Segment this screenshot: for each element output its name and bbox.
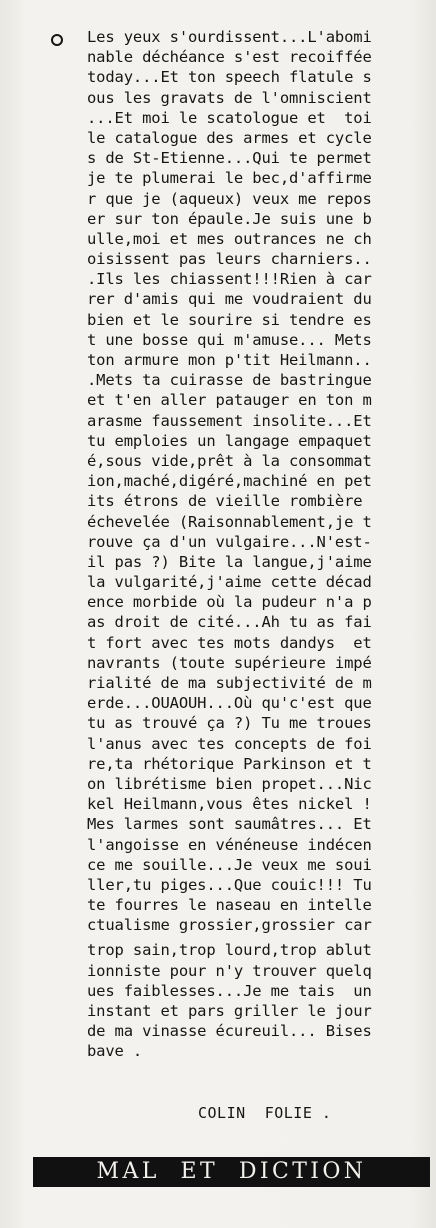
text-line: trop sain,trop lourd,trop ablut	[87, 941, 372, 960]
text-line: te fourres le naseau en intelle	[87, 896, 372, 915]
text-line: ionniste pour n'y trouver quelq	[87, 961, 372, 980]
circle-bullet-icon	[51, 34, 63, 46]
text-line: bave .	[87, 1042, 143, 1061]
text-line: le catalogue des armes et cycle	[87, 128, 372, 147]
text-line: ton armure mon p'tit Heilmann..	[87, 351, 372, 369]
text-line: échevelée (Raisonnablement,je t	[87, 512, 372, 531]
text-line: s de St-Etienne...Qui te permet	[87, 149, 372, 168]
text-line: rer d'amis qui me voudraient du	[87, 290, 372, 309]
text-line: ulle,moi et mes outrances ne ch	[87, 229, 372, 248]
text-line: Mes larmes sont saumâtres... Et	[87, 815, 372, 834]
article-text	[87, 27, 432, 1062]
text-line: ues faiblesses...Je me tais un	[87, 981, 372, 1000]
text-line: kel Heilmann,vous êtes nickel !	[87, 795, 372, 814]
text-line: je te plumerai le bec,d'affirme	[87, 169, 372, 188]
text-line: oisissent pas leurs charniers..	[87, 250, 372, 269]
text-line: r que je (aqueux) veux me repos	[87, 189, 372, 208]
text-line: .Ils les chiassent!!!Rien à car	[87, 270, 372, 289]
text-line: erde...OUAOUH...Où qu'c'est que	[87, 694, 372, 713]
text-line: ...Et moi le scatologue et toi	[87, 108, 372, 127]
text-line: er sur ton épaule.Je suis une b	[87, 209, 372, 228]
text-line: il pas ?) Bite la langue,j'aime	[87, 552, 372, 571]
text-line: rouve ça d'un vulgaire...N'est-	[87, 532, 372, 551]
text-line: bien et le sourire si tendre es	[87, 310, 372, 329]
text-line: Les yeux s'ourdissent...L'abomi	[87, 28, 372, 46]
text-line: today...Et ton speech flatule s	[87, 68, 372, 87]
text-line: t fort avec tes mots dandys et	[87, 633, 372, 652]
text-line: tu as trouvé ça ?) Tu me troues	[87, 714, 372, 733]
banner-title: MAL ET DICTION	[96, 1159, 367, 1184]
text-line: arasme faussement insolite...Et	[87, 411, 372, 430]
text-line: navrants (toute supérieure impé	[87, 653, 372, 672]
text-line: l'angoisse en vénéneuse indécen	[87, 835, 372, 854]
text-line: re,ta rhétorique Parkinson et t	[87, 754, 372, 773]
text-line: ous les gravats de l'omniscient	[87, 88, 372, 107]
text-line: as droit de cité...Ah tu as fai	[87, 613, 372, 632]
text-line: rialité de ma subjectivité de m	[87, 674, 372, 692]
text-line: its étrons de vieille rombière	[87, 492, 363, 511]
text-line: ce me souille...Je veux me soui	[87, 855, 372, 874]
text-line: ctualisme grossier,grossier car	[87, 916, 372, 935]
text-line: .Mets ta cuirasse de bastringue	[87, 371, 372, 390]
text-line: nable déchéance s'est recoiffée	[87, 48, 372, 67]
text-line: tu emploies un langage empaquet	[87, 431, 372, 450]
text-line: on librétisme bien propet...Nic	[87, 774, 372, 793]
text-line: l'anus avec tes concepts de foi	[87, 734, 372, 753]
text-line: de ma vinasse écureuil... Bises	[87, 1022, 372, 1041]
signature: COLIN FOLIE .	[198, 1104, 332, 1122]
text-line: é,sous vide,prêt à la consommat	[87, 451, 372, 470]
text-line: et t'en aller patauger en ton m	[87, 391, 372, 410]
text-line: instant et pars griller le jour	[87, 1002, 372, 1020]
text-line: ller,tu piges...Que couic!!! Tu	[87, 875, 372, 894]
text-line: ion,maché,digéré,machiné en pet	[87, 472, 372, 491]
text-line: la vulgarité,j'aime cette décad	[87, 573, 372, 592]
title-banner	[33, 1157, 430, 1187]
text-line: t une bosse qui m'amuse... Mets	[87, 330, 372, 349]
text-line: ence morbide où la pudeur n'a p	[87, 593, 372, 612]
